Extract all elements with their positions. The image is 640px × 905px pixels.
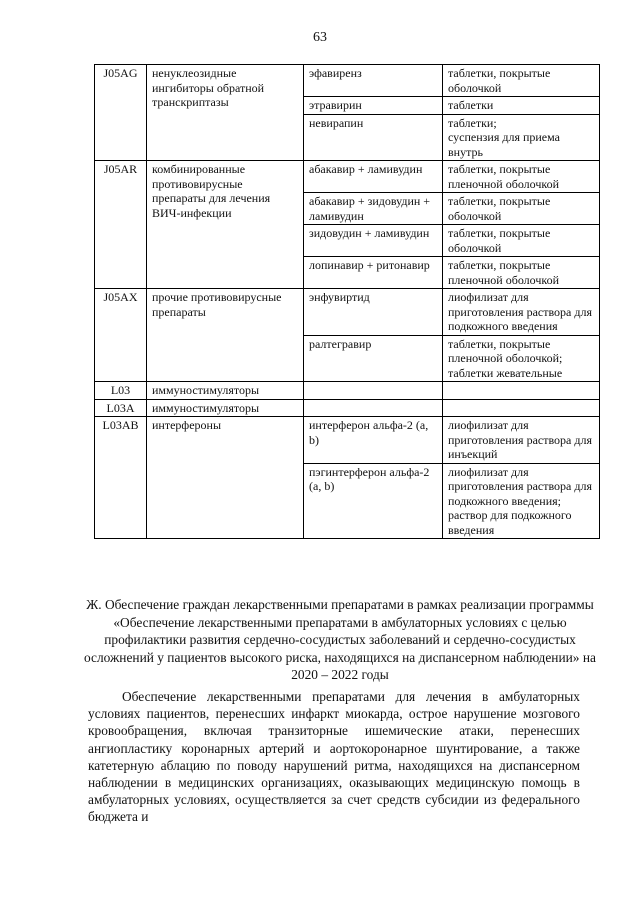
dosage-form-cell: таблетки; суспензия для приема внутрь	[443, 114, 600, 161]
dosage-form-cell: лиофилизат для приготовления раствора для подкожного введения; раствор для подкожного введения	[443, 463, 600, 539]
group-name-cell: интерфероны	[147, 417, 304, 539]
group-name-cell: комбинированные противовирусные препараты для лечения ВИЧ-инфекции	[147, 161, 304, 289]
drug-table-body	[95, 65, 600, 539]
group-name-cell: прочие противовирусные препараты	[147, 289, 304, 382]
drug-name-cell: интерферон альфа-2 (a, b)	[304, 417, 443, 464]
dosage-form-cell: таблетки, покрытые оболочкой	[443, 65, 600, 97]
drug-name-cell: ралтегравир	[304, 335, 443, 382]
table-row	[95, 382, 600, 400]
group-name-cell: иммуностимуляторы	[147, 382, 304, 400]
drug-name-cell: этравирин	[304, 97, 443, 115]
dosage-form-cell: таблетки, покрытые пленочной оболочкой	[443, 161, 600, 193]
table-row	[95, 65, 600, 97]
dosage-form-cell: таблетки	[443, 97, 600, 115]
dosage-form-cell	[443, 382, 600, 400]
atc-code-cell: L03	[95, 382, 147, 400]
drug-name-cell: зидовудин + ламивудин	[304, 225, 443, 257]
dosage-form-cell: таблетки, покрытые оболочкой	[443, 193, 600, 225]
drug-name-cell: пэгинтерферон альфа-2 (a, b)	[304, 463, 443, 539]
dosage-form-cell	[443, 399, 600, 417]
atc-code-cell: L03AB	[95, 417, 147, 539]
atc-code-cell: J05AG	[95, 65, 147, 161]
drug-name-cell: эфавиренз	[304, 65, 443, 97]
dosage-form-cell: таблетки, покрытые оболочкой	[443, 225, 600, 257]
dosage-form-cell: таблетки, покрытые пленочной оболочкой; таблетки жевательные	[443, 335, 600, 382]
drug-name-cell	[304, 382, 443, 400]
body-paragraph: Обеспечение лекарственными препаратами для лечения в амбулаторных условиях пациентов, перенесших инфаркт миокарда, острое нарушение мозгового кровообращения, включая транзиторные ишемические атаки, перенесших ангиопластику коронарных артерий и аортокоронарное шунтирование, а также катетерную аблацию по поводу нарушений ритма, находящихся на диспансерном наблюдении в медицинских организациях, оказывающих медицинскую помощь в амбулаторных условиях, осуществляется за счет средств субсидии из федерального бюджета и	[88, 689, 580, 825]
table-row	[95, 417, 600, 464]
atc-code-cell: L03A	[95, 399, 147, 417]
drug-name-cell	[304, 399, 443, 417]
atc-code-cell: J05AX	[95, 289, 147, 382]
group-name-cell: иммуностимуляторы	[147, 399, 304, 417]
dosage-form-cell: лиофилизат для приготовления раствора для подкожного введения	[443, 289, 600, 336]
drug-table	[94, 64, 600, 539]
page-number: 63	[313, 30, 327, 45]
drug-name-cell: энфувиртид	[304, 289, 443, 336]
drug-name-cell: абакавир + зидовудин + ламивудин	[304, 193, 443, 225]
dosage-form-cell: таблетки, покрытые пленочной оболочкой	[443, 257, 600, 289]
atc-code-cell: J05AR	[95, 161, 147, 289]
section-heading: Ж. Обеспечение граждан лекарственными препаратами в рамках реализации программы «Обеспечение лекарственными препаратами в амбулаторных условиях с целью профилактики развития сердечно-сосудистых заболеваний и сердечно-сосудистых осложнений у пациентов высокого риска, находящихся на диспансерном наблюдении» на 2020 – 2022 годы	[84, 597, 596, 682]
drug-name-cell: невирапин	[304, 114, 443, 161]
drug-name-cell: абакавир + ламивудин	[304, 161, 443, 193]
group-name-cell: ненуклеозидные ингибиторы обратной транскриптазы	[147, 65, 304, 161]
dosage-form-cell: лиофилизат для приготовления раствора для инъекций	[443, 417, 600, 464]
table-row	[95, 289, 600, 336]
table-row	[95, 161, 600, 193]
drug-name-cell: лопинавир + ритонавир	[304, 257, 443, 289]
table-row	[95, 399, 600, 417]
